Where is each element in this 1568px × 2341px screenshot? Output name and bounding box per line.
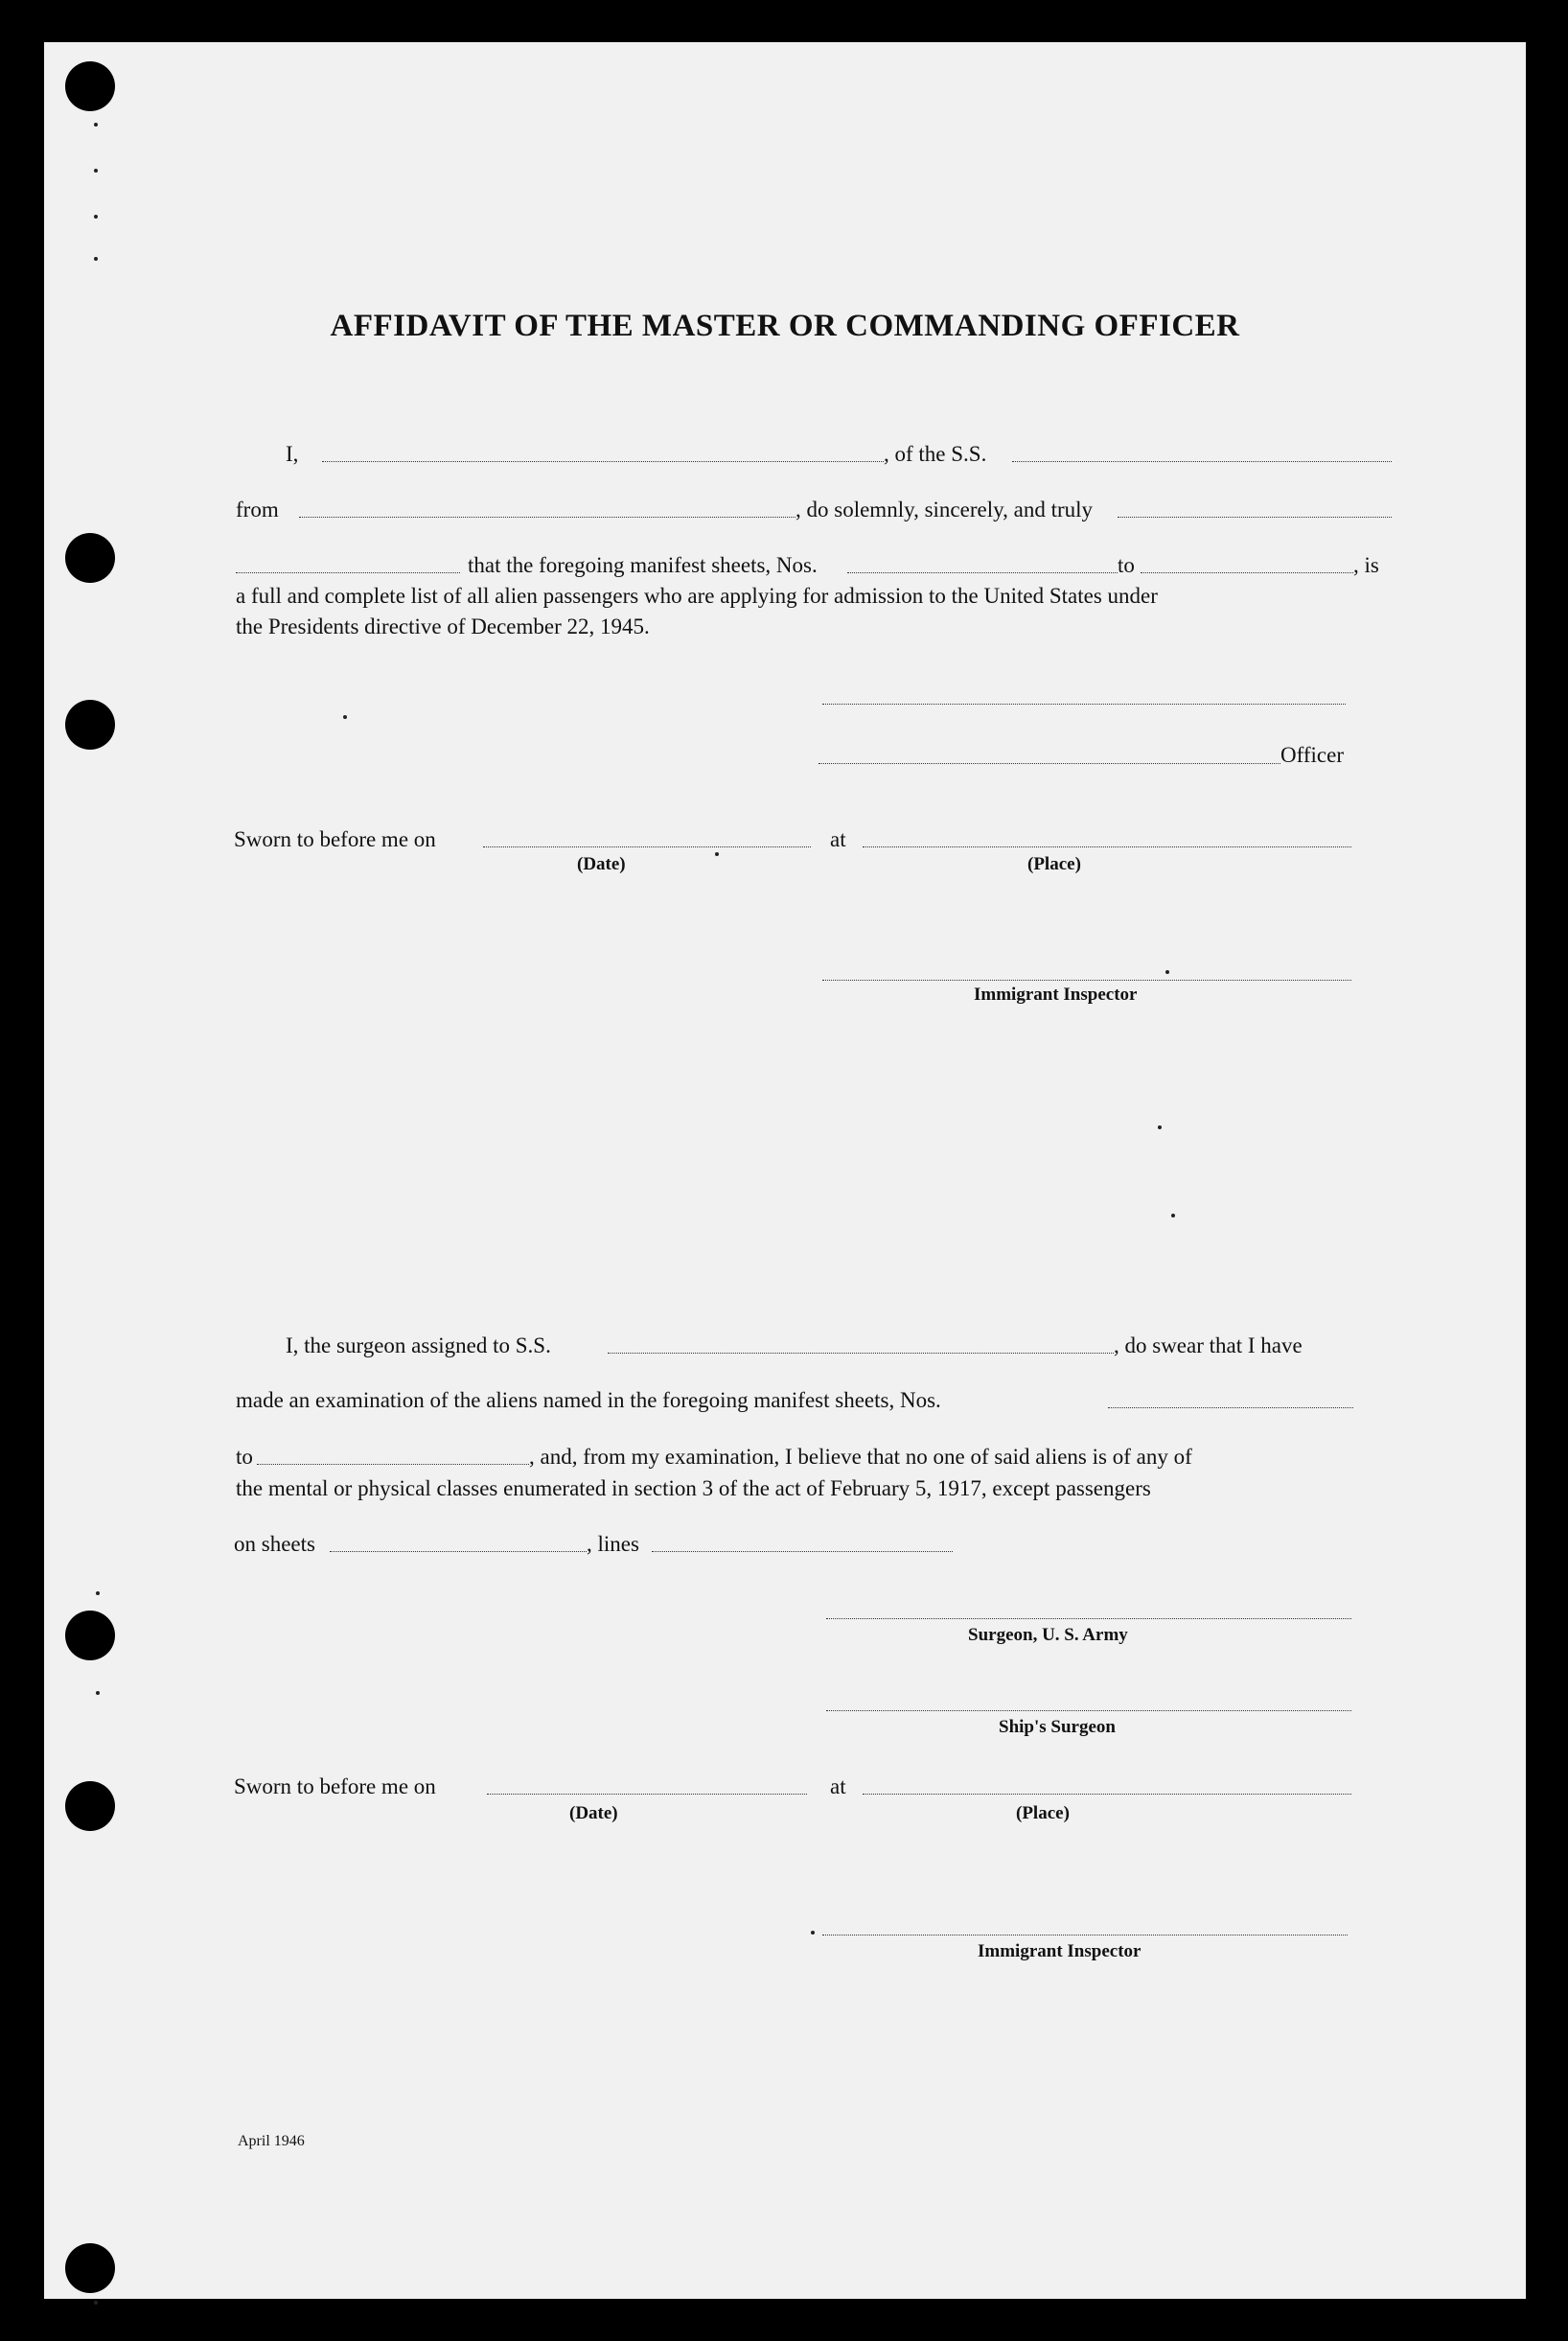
master-inspector-label: Immigrant Inspector — [974, 985, 1138, 1005]
surgeon-line1-start: I, the surgeon assigned to S.S. — [286, 1333, 551, 1357]
margin-speck — [94, 215, 98, 219]
officer-label: Officer — [1280, 743, 1344, 767]
surgeon-inspector-label: Immigrant Inspector — [978, 1941, 1141, 1961]
master-nos-to-field[interactable] — [1141, 572, 1353, 573]
form-date-footer: April 1946 — [238, 2133, 305, 2149]
army-surgeon-signature-field[interactable] — [826, 1618, 1351, 1619]
surgeon-line5-start: on sheets — [234, 1532, 315, 1556]
surgeon-line3-mid: , and, from my examination, I believe that no one of said aliens is of any of — [529, 1445, 1192, 1469]
surgeon-line5-mid: , lines — [587, 1532, 639, 1556]
master-name-field[interactable] — [322, 461, 884, 462]
margin-speck — [94, 257, 98, 261]
master-verb-field[interactable] — [236, 572, 460, 573]
master-sworn-place-field[interactable] — [863, 846, 1351, 847]
master-place-label: (Place) — [1027, 854, 1081, 874]
surgeon-ship-field[interactable] — [608, 1353, 1114, 1354]
form-title: AFFIDAVIT OF THE MASTER OR COMMANDING OFFICER — [330, 309, 1240, 343]
master-signature-field[interactable] — [822, 704, 1346, 705]
master-line2-start: from — [236, 498, 279, 522]
master-line3-mid: that the foregoing manifest sheets, Nos. — [468, 553, 818, 577]
master-inspector-field[interactable] — [822, 980, 1351, 981]
surgeon-line4: the mental or physical classes enumerated in section 3 of the act of February 5, 1917, except passengers — [236, 1476, 1151, 1500]
officer-title-field[interactable] — [819, 763, 1280, 764]
margin-speck — [94, 2301, 98, 2305]
master-line2-mid: , do solemnly, sincerely, and truly — [796, 498, 1094, 522]
master-line3-to: to — [1118, 553, 1135, 577]
surgeon-place-label: (Place) — [1016, 1803, 1070, 1823]
ship-surgeon-label: Ship's Surgeon — [999, 1717, 1116, 1737]
master-at-label: at — [830, 827, 846, 851]
punch-hole — [65, 1781, 115, 1831]
margin-speck — [96, 1691, 100, 1695]
master-date-label: (Date) — [577, 854, 626, 874]
surgeon-line3-start: to — [236, 1445, 253, 1469]
punch-hole — [65, 61, 115, 111]
surgeon-nos-from-field[interactable] — [1108, 1407, 1353, 1408]
master-sworn-label: Sworn to before me on — [234, 827, 436, 851]
ship-surgeon-signature-field[interactable] — [826, 1710, 1351, 1711]
scan-speck — [811, 1931, 815, 1935]
scan-speck — [1165, 970, 1169, 974]
surgeon-sworn-label: Sworn to before me on — [234, 1774, 436, 1798]
master-line3-end: , is — [1353, 553, 1379, 577]
surgeon-lines-field[interactable] — [652, 1551, 953, 1552]
margin-speck — [94, 169, 98, 173]
scan-speck — [343, 715, 347, 719]
margin-speck — [94, 123, 98, 127]
scan-speck — [715, 852, 719, 856]
master-from-field[interactable] — [299, 517, 796, 518]
surgeon-line1-end: , do swear that I have — [1114, 1333, 1303, 1357]
form-sheet — [44, 42, 1526, 2299]
master-sworn-date-field[interactable] — [483, 846, 811, 847]
scan-speck — [1158, 1125, 1162, 1129]
master-line4: a full and complete list of all alien passengers who are applying for admission to the United States under — [236, 584, 1158, 608]
surgeon-sworn-place-field[interactable] — [863, 1794, 1351, 1795]
punch-hole — [65, 700, 115, 750]
surgeon-nos-to-field[interactable] — [257, 1464, 529, 1465]
master-line5: the Presidents directive of December 22, 1945. — [236, 614, 650, 638]
scan-speck — [1171, 1214, 1175, 1217]
surgeon-at-label: at — [830, 1774, 846, 1798]
master-ship-field[interactable] — [1012, 461, 1392, 462]
punch-hole — [65, 2243, 115, 2293]
master-line1-mid: , of the S.S. — [884, 442, 987, 466]
surgeon-line2: made an examination of the aliens named in the foregoing manifest sheets, Nos. — [236, 1388, 941, 1412]
army-surgeon-label: Surgeon, U. S. Army — [968, 1625, 1128, 1645]
master-line1-start: I, — [286, 442, 299, 466]
master-truly-field[interactable] — [1118, 517, 1392, 518]
surgeon-sworn-date-field[interactable] — [487, 1794, 807, 1795]
punch-hole — [65, 1611, 115, 1660]
surgeon-sheets-field[interactable] — [330, 1551, 587, 1552]
master-nos-from-field[interactable] — [847, 572, 1118, 573]
punch-hole — [65, 533, 115, 583]
surgeon-date-label: (Date) — [569, 1803, 618, 1823]
margin-speck — [96, 1591, 100, 1595]
